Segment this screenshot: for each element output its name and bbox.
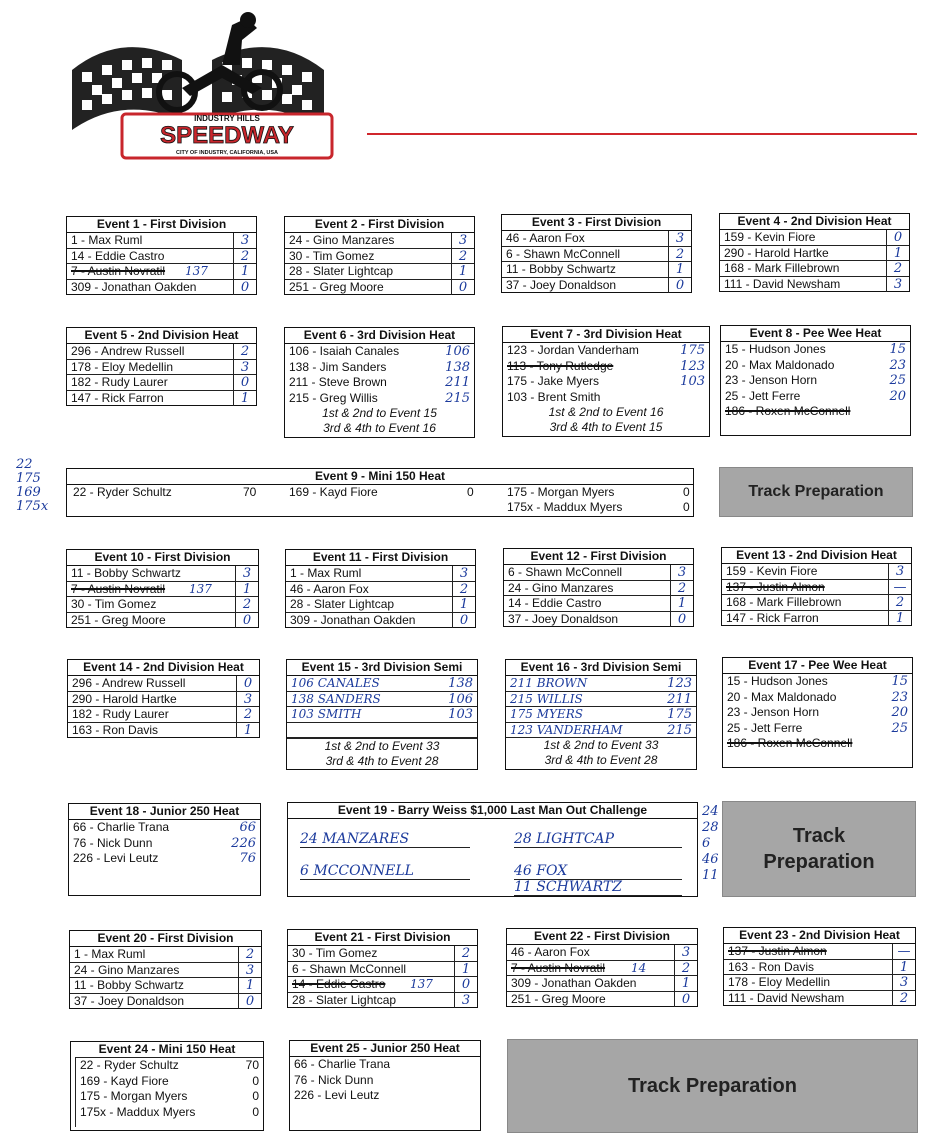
event-9: Event 9 - Mini 150 Heat 22 - Ryder Schultz 70 169 - Kayd Fiore 0 175 - Morgan Myers 0 175x - Maddux Myers 0 bbox=[66, 468, 694, 517]
event-15: Event 15 - 3rd Division Semi 106 CANALES 138 138 SANDERS 106 103 SMITH 103 1st & 2nd to Event 33 3rd & 4th to Event 28 bbox=[286, 659, 478, 770]
track-preparation-1: Track Preparation bbox=[719, 467, 913, 517]
event-2: Event 2 - First Division 24 - Gino Manzares 3 30 - Tim Gomez 2 28 - Slater Lightcap 1 251 - Greg Moore 0 bbox=[284, 216, 475, 295]
track-preparation-2: Track Preparation bbox=[722, 801, 916, 897]
event-5: Event 5 - 2nd Division Heat 296 - Andrew Russell 2 178 - Eloy Medellin 3 182 - Rudy Laurer 0 147 - Rick Farron 1 bbox=[66, 327, 257, 406]
event-3: Event 3 - First Division 46 - Aaron Fox 3 6 - Shawn McConnell 2 11 - Bobby Schwartz 1 37 - Joey Donaldson 0 bbox=[501, 214, 692, 293]
event9-margin-note: 22 175 169 175x bbox=[16, 457, 49, 514]
event-1: Event 1 - First Division 1 - Max Ruml 3 14 - Eddie Castro 2 7 - Austin Novratil 137 1 309 - Jonathan Oakden 0 bbox=[66, 216, 257, 295]
event-23: Event 23 - 2nd Division Heat 137 - Justin Almon — 163 - Ron Davis 1 178 - Eloy Medellin 3 111 - David Newsham 2 bbox=[723, 927, 916, 1006]
event-10: Event 10 - First Division 11 - Bobby Schwartz 3 7 - Austin Novratil 137 1 30 - Tim Gomez 2 251 - Greg Moore 0 bbox=[66, 549, 259, 628]
event-20: Event 20 - First Division 1 - Max Ruml 2 24 - Gino Manzares 3 11 - Bobby Schwartz 1 37 - Joey Donaldson 0 bbox=[69, 930, 262, 1009]
event-22: Event 22 - First Division 46 - Aaron Fox 3 7 - Austin Novratil 14 2 309 - Jonathan Oakden 1 251 - Greg Moore 0 bbox=[506, 928, 698, 1007]
event19-finish-order: 24 28 6 46 11 bbox=[702, 804, 719, 883]
event-17: Event 17 - Pee Wee Heat 15 - Hudson Jones 15 20 - Max Maldonado 23 23 - Jenson Horn 20 25 - Jett Ferre 25 186 - Roxen McConnell bbox=[722, 657, 913, 768]
event-21: Event 21 - First Division 30 - Tim Gomez 2 6 - Shawn McConnell 1 14 - Eddie Castro 137 0 28 - Slater Lightcap 3 bbox=[287, 929, 478, 1008]
speedway-logo bbox=[62, 10, 334, 160]
event-4: Event 4 - 2nd Division Heat 159 - Kevin Fiore 0 290 - Harold Hartke 1 168 - Mark Fillebrown 2 111 - David Newsham 3 bbox=[719, 213, 910, 292]
event-18: Event 18 - Junior 250 Heat 66 - Charlie Trana 66 76 - Nick Dunn 226 226 - Levi Leutz 76 bbox=[68, 803, 261, 896]
event-19: Event 19 - Barry Weiss $1,000 Last Man Out Challenge 24 MANZARES 28 LIGHTCAP 6 MCCONNELL 46 FOX 11 SCHWARTZ bbox=[287, 802, 698, 897]
header-rule bbox=[367, 133, 917, 135]
event-11: Event 11 - First Division 1 - Max Ruml 3 46 - Aaron Fox 2 28 - Slater Lightcap 1 309 - Jonathan Oakden 0 bbox=[285, 549, 476, 628]
event-13: Event 13 - 2nd Division Heat 159 - Kevin Fiore 3 137 - Justin Almon — 168 - Mark Fillebrown 2 147 - Rick Farron 1 bbox=[721, 547, 912, 626]
event-8: Event 8 - Pee Wee Heat 15 - Hudson Jones 15 20 - Max Maldonado 23 23 - Jenson Horn 25 25 - Jett Ferre 20 186 - Roxen McConnell bbox=[720, 325, 911, 436]
event-25: Event 25 - Junior 250 Heat 66 - Charlie Trana 76 - Nick Dunn 226 - Levi Leutz bbox=[289, 1040, 481, 1131]
logo-line1: INDUSTRY HILLS bbox=[194, 114, 260, 123]
logo-line3: CITY OF INDUSTRY, CALIFORNIA, USA bbox=[175, 150, 279, 156]
event-16: Event 16 - 3rd Division Semi 211 BROWN 123 215 WILLIS 211 175 MYERS 175 123 VANDERHAM 215 1st & 2nd to Event 33 3rd & 4th to Event 28 bbox=[505, 659, 697, 770]
track-preparation-3: Track Preparation bbox=[507, 1039, 918, 1133]
event-12: Event 12 - First Division 6 - Shawn McConnell 3 24 - Gino Manzares 2 14 - Eddie Castro 1 37 - Joey Donaldson 0 bbox=[503, 548, 694, 627]
event-24: Event 24 - Mini 150 Heat 22 - Ryder Schultz 70 169 - Kayd Fiore 0 175 - Morgan Myers 0 175x - Maddux Myers 0 bbox=[70, 1041, 264, 1131]
event-7: Event 7 - 3rd Division Heat 123 - Jordan Vanderham 175 113 - Tony Rutledge 123 175 - Jake Myers 103 103 - Brent Smith 1st & 2nd to Event 16 3rd & 4th to Event 15 bbox=[502, 326, 710, 437]
event-14: Event 14 - 2nd Division Heat 296 - Andrew Russell 0 290 - Harold Hartke 3 182 - Rudy Laurer 2 163 - Ron Davis 1 bbox=[67, 659, 260, 738]
event-6: Event 6 - 3rd Division Heat 106 - Isaiah Canales 106 138 - Jim Sanders 138 211 - Steve Brown 211 215 - Greg Willis 215 1st & 2nd to Event 15 3rd & 4th to Event 16 bbox=[284, 327, 475, 438]
logo-line2: SPEEDWAY bbox=[160, 122, 294, 149]
